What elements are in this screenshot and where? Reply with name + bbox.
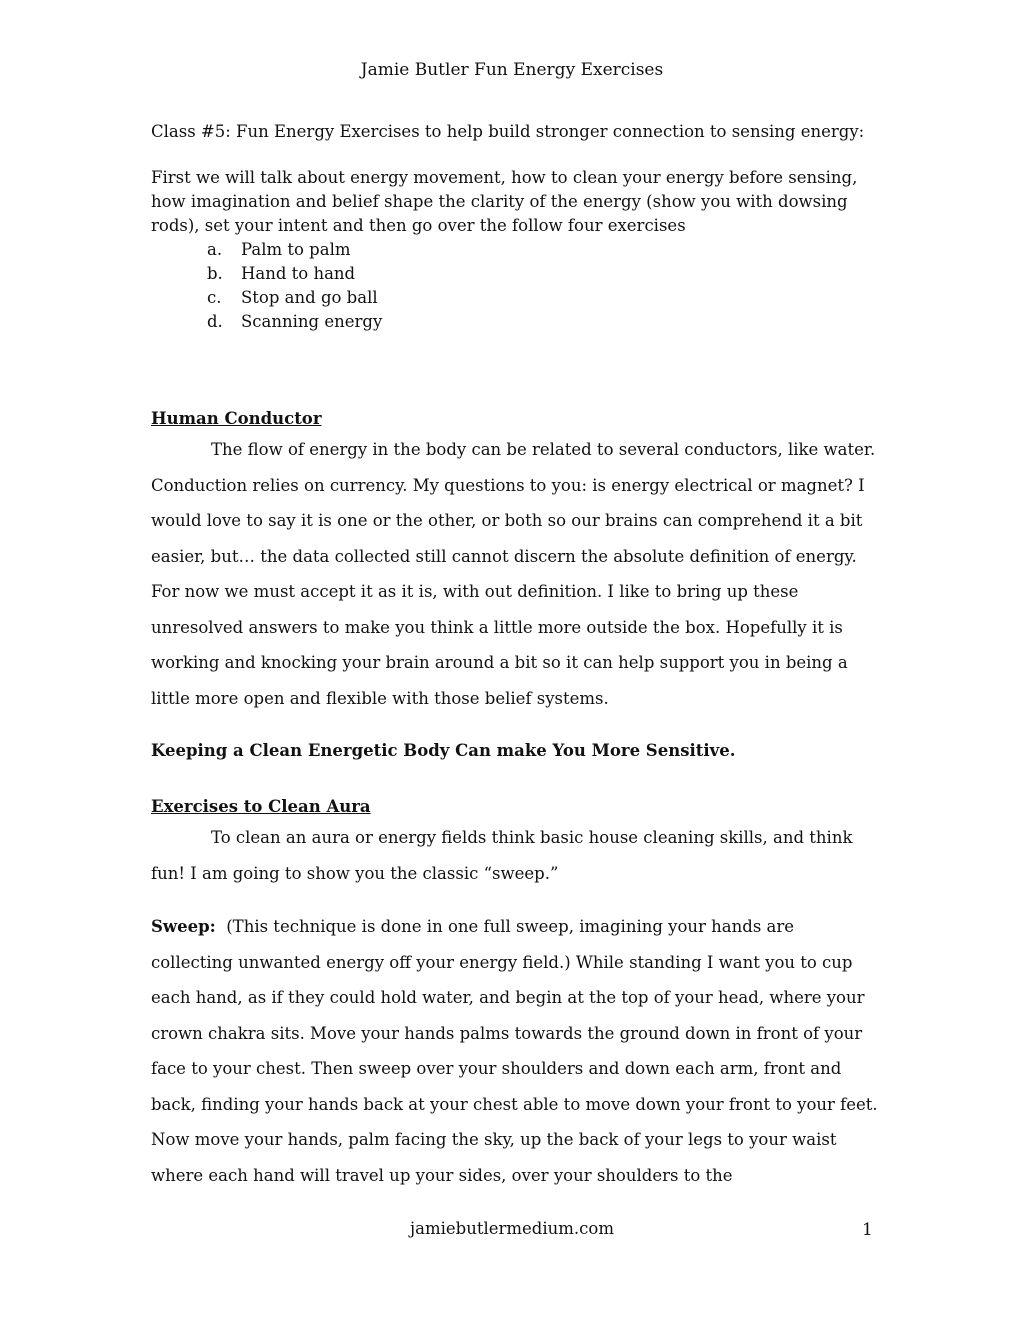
page-content [151, 120, 881, 1193]
sweep-paragraph [151, 909, 881, 1193]
sweep-label: Sweep: [151, 917, 216, 936]
footer-website: jamiebutlermedium.com [410, 1219, 614, 1238]
list-item [207, 310, 881, 334]
list-item [207, 238, 881, 262]
list-marker: b. [207, 264, 223, 283]
exercise-list [151, 238, 881, 334]
spacer [151, 144, 881, 166]
spacer [151, 764, 881, 794]
list-item [207, 262, 881, 286]
human-conductor-paragraph: The flow of energy in the body can be related to several conductors, like water. Conduction relies on currency. My questions to you: is energy electrical or magnet? I would love to say it is one or the other, or both so our brains can comprehend it a bit easier, but… the data collected still cannot discern the absolute definition of energy. For now we must accept it as it is, with out definition. I like to bring up these unresolved answers to make you think a little more outside the box. Hopefully it is working and knocking your brain around a bit so it can help support you in being a little more open and flexible with those belief systems. [151, 440, 876, 708]
sweep-body: (This technique is done in one full sweep, imagining your hands are collecting unwanted energy off your energy field.) While standing I want you to cup each hand, as if they could hold water, and begin at the top of your head, where your crown chakra sits. Move your hands palms towards the ground down in front of your face to your chest. Then sweep over your shoulders and down each arm, front and back, finding your hands back at your chest able to move down your front to your feet. Now move your hands, palm facing the sky, up the back of your legs to your waist where each hand will travel up your sides, over your shoulders to the [151, 917, 878, 1185]
clean-aura-heading: Exercises to Clean Aura [151, 797, 371, 816]
overview-paragraph: First we will talk about energy movement, how to clean your energy before sensing, how imagination and belief shape the clarity of the energy (show you with dowsing rods), set your intent and then go over the follow four exercises [151, 168, 858, 235]
list-marker: d. [207, 312, 223, 331]
page-header: Jamie Butler Fun Energy Exercises [360, 60, 664, 80]
list-item-label: Stop and go ball [241, 288, 378, 307]
human-conductor-heading: Human Conductor [151, 409, 322, 428]
list-item [207, 286, 881, 310]
spacer [151, 891, 881, 909]
clean-body-heading: Keeping a Clean Energetic Body Can make You More Sensitive. [151, 741, 736, 760]
list-item-label: Scanning energy [241, 312, 383, 331]
spacer [151, 716, 881, 738]
page-number: 1 [862, 1220, 873, 1240]
spacer [151, 334, 881, 406]
list-marker: c. [207, 288, 222, 307]
clean-aura-paragraph: To clean an aura or energy fields think basic house cleaning skills, and think fun! I am going to show you the classic “sweep.” [151, 828, 853, 883]
list-item-label: Hand to hand [241, 264, 356, 283]
list-item-label: Palm to palm [241, 240, 351, 259]
list-marker: a. [207, 240, 223, 259]
class-line: Class #5: Fun Energy Exercises to help build stronger connection to sensing energy: [151, 122, 865, 141]
